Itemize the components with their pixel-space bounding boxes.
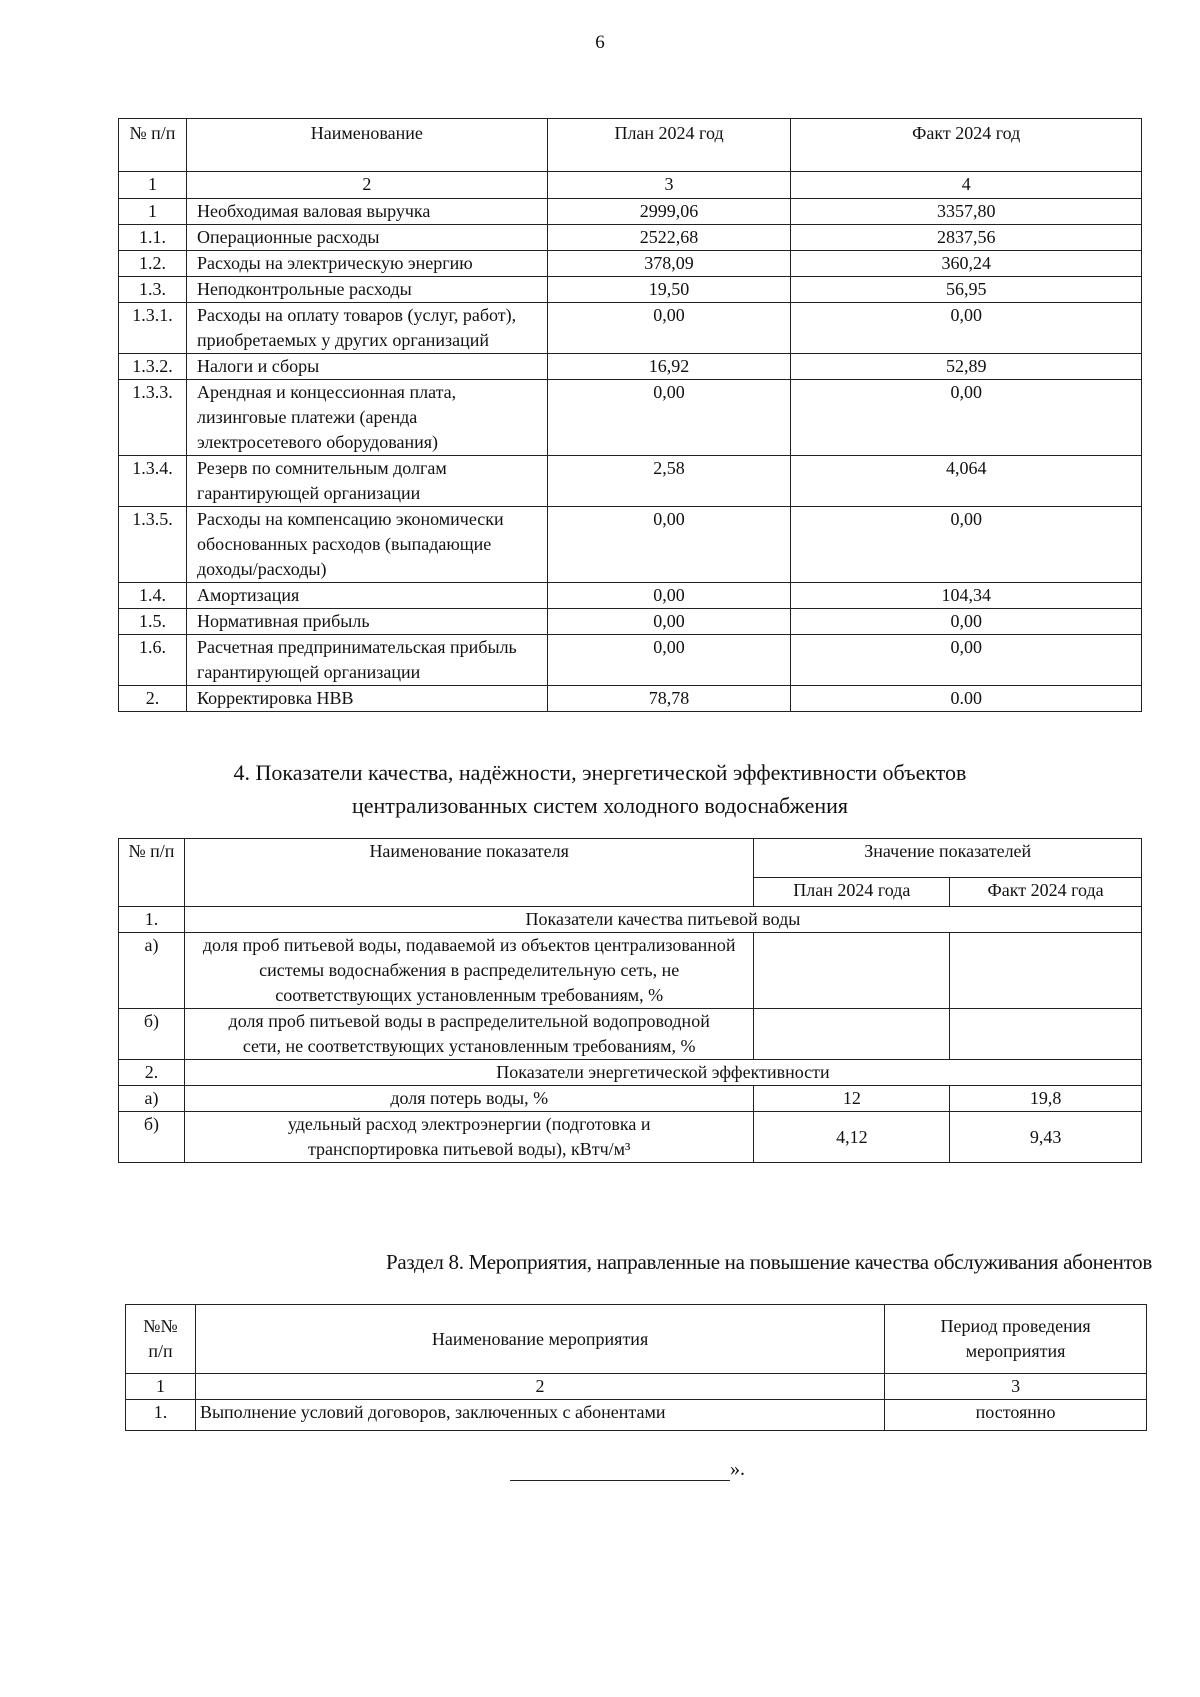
row-num: 1.2. xyxy=(119,251,187,277)
table-row xyxy=(119,1009,1142,1060)
plan-value: 4,12 xyxy=(754,1112,950,1163)
fact-value: 104,34 xyxy=(791,583,1142,609)
header-name: Наименование показателя xyxy=(184,839,754,907)
row-num: а) xyxy=(119,933,185,1009)
table-row xyxy=(119,1086,1142,1112)
item-name: Расходы на компенсацию экономически обоснованных расходов (выпадающие доходы/расходы) xyxy=(186,507,547,583)
plan-value: 0,00 xyxy=(547,507,791,583)
section-8-title: Раздел 8. Мероприятия, направленные на повышение качества обслуживания абонентов xyxy=(385,1250,1152,1274)
item-name: Расчетная предпринимательская прибыль гарантирующей организации xyxy=(186,635,547,686)
table-row xyxy=(119,635,1142,686)
row-num: 1.6. xyxy=(119,635,187,686)
measure-name: Выполнение условий договоров, заключенных с абонентами xyxy=(195,1400,884,1431)
plan-value: 0,00 xyxy=(547,583,791,609)
header-values: Значение показателей xyxy=(754,839,1142,878)
group-title: Показатели качества питьевой воды xyxy=(184,907,1141,933)
plan-value: 0,00 xyxy=(547,609,791,635)
table-row xyxy=(119,609,1142,635)
plan-value xyxy=(754,1009,950,1060)
header-fact: Факт 2024 года xyxy=(950,878,1142,907)
measure-period: постоянно xyxy=(885,1400,1147,1431)
row-num: а) xyxy=(119,1086,185,1112)
row-num: 1.4. xyxy=(119,583,187,609)
fact-value xyxy=(950,933,1142,1009)
table-row xyxy=(119,1112,1142,1163)
plan-value: 0,00 xyxy=(547,635,791,686)
section-4-title-line2: централизованных систем холодного водоснабжения xyxy=(351,793,849,818)
group-row xyxy=(119,907,1142,933)
table-row xyxy=(119,686,1142,712)
table-row xyxy=(119,277,1142,303)
table-row xyxy=(119,303,1142,354)
col-number: 1 xyxy=(119,172,187,199)
row-num: 1.3.2. xyxy=(119,354,187,380)
item-name: Расходы на оплату товаров (услуг, работ), приобретаемых у других организаций xyxy=(186,303,547,354)
table-row xyxy=(119,354,1142,380)
signature-line xyxy=(510,1462,730,1481)
header-name: Наименование xyxy=(186,119,547,172)
col-number: 3 xyxy=(547,172,791,199)
header-num: № п/п xyxy=(119,839,185,907)
measures-table xyxy=(125,1304,1147,1431)
table-row xyxy=(119,251,1142,277)
item-name: Корректировка НВВ xyxy=(186,686,547,712)
fact-value: 52,89 xyxy=(791,354,1142,380)
fact-value: 4,064 xyxy=(791,456,1142,507)
row-num: б) xyxy=(119,1009,185,1060)
fact-value: 0,00 xyxy=(791,635,1142,686)
item-name: Нормативная прибыль xyxy=(186,609,547,635)
indicator-name: удельный расход электроэнергии (подготовка и транспортировка питьевой воды), кВтч/м³ xyxy=(184,1112,754,1163)
table-row xyxy=(119,380,1142,456)
col-number: 2 xyxy=(195,1374,884,1400)
header-num: № п/п xyxy=(119,119,187,172)
table-header-row xyxy=(126,1305,1147,1374)
table-row xyxy=(119,225,1142,251)
indicator-name: доля проб питьевой воды, подаваемой из объектов централизованной системы водоснабжения в распределительную сеть, не соответствующих установленным требованиям, % xyxy=(184,933,754,1009)
group-title: Показатели энергетической эффективности xyxy=(184,1060,1141,1086)
row-num: 1.1. xyxy=(119,225,187,251)
header-num: №№ п/п xyxy=(126,1305,196,1374)
plan-value: 2522,68 xyxy=(547,225,791,251)
row-num: 1.3. xyxy=(119,277,187,303)
row-num: 2. xyxy=(119,686,187,712)
plan-value: 16,92 xyxy=(547,354,791,380)
section-4-title xyxy=(0,756,1200,822)
item-name: Необходимая валовая выручка xyxy=(186,199,547,225)
col-number: 4 xyxy=(791,172,1142,199)
row-num: 1.3.1. xyxy=(119,303,187,354)
item-name: Резерв по сомнительным долгам гарантирующей организации xyxy=(186,456,547,507)
column-number-row xyxy=(126,1374,1147,1400)
item-name: Расходы на электрическую энергию xyxy=(186,251,547,277)
plan-value: 2999,06 xyxy=(547,199,791,225)
financial-table xyxy=(118,118,1142,712)
fact-value: 19,8 xyxy=(950,1086,1142,1112)
row-num: 1.3.3. xyxy=(119,380,187,456)
row-num: 1.3.5. xyxy=(119,507,187,583)
plan-value: 78,78 xyxy=(547,686,791,712)
table-row xyxy=(119,583,1142,609)
header-name: Наименование мероприятия xyxy=(195,1305,884,1374)
plan-value: 0,00 xyxy=(547,303,791,354)
header-period: Период проведения мероприятия xyxy=(885,1305,1147,1374)
row-num: 1. xyxy=(126,1400,196,1431)
financial-table-body xyxy=(119,172,1142,712)
fact-value: 2837,56 xyxy=(791,225,1142,251)
col-number: 2 xyxy=(186,172,547,199)
header-plan: План 2024 год xyxy=(547,119,791,172)
plan-value: 2,58 xyxy=(547,456,791,507)
closing-quote: ». xyxy=(730,1458,745,1480)
plan-value: 0,00 xyxy=(547,380,791,456)
indicator-name: доля потерь воды, % xyxy=(184,1086,754,1112)
closing-signature xyxy=(510,1458,745,1481)
indicators-table xyxy=(118,838,1142,1163)
section-4-title-line1: 4. Показатели качества, надёжности, энергетической эффективности объектов xyxy=(233,760,967,785)
table-header-row xyxy=(119,839,1142,878)
plan-value: 12 xyxy=(754,1086,950,1112)
item-name: Операционные расходы xyxy=(186,225,547,251)
page-number: 6 xyxy=(595,32,605,53)
fact-value: 0,00 xyxy=(791,380,1142,456)
row-num: 1.5. xyxy=(119,609,187,635)
col-number: 3 xyxy=(885,1374,1147,1400)
fact-value: 0,00 xyxy=(791,507,1142,583)
fact-value: 3357,80 xyxy=(791,199,1142,225)
group-num: 2. xyxy=(119,1060,185,1086)
row-num: 1.3.4. xyxy=(119,456,187,507)
fact-value: 0.00 xyxy=(791,686,1142,712)
table-row xyxy=(119,456,1142,507)
item-name: Арендная и концессионная плата, лизинговые платежи (аренда электросетевого оборудования) xyxy=(186,380,547,456)
fact-value: 360,24 xyxy=(791,251,1142,277)
item-name: Амортизация xyxy=(186,583,547,609)
group-row xyxy=(119,1060,1142,1086)
header-fact: Факт 2024 год xyxy=(791,119,1142,172)
fact-value: 0,00 xyxy=(791,609,1142,635)
plan-value xyxy=(754,933,950,1009)
fact-value: 9,43 xyxy=(950,1112,1142,1163)
row-num: 1 xyxy=(119,199,187,225)
table-row xyxy=(119,507,1142,583)
header-plan: План 2024 года xyxy=(754,878,950,907)
column-number-row xyxy=(119,172,1142,199)
table-row xyxy=(126,1400,1147,1431)
table-header-row xyxy=(119,119,1142,172)
plan-value: 378,09 xyxy=(547,251,791,277)
plan-value: 19,50 xyxy=(547,277,791,303)
fact-value: 0,00 xyxy=(791,303,1142,354)
row-num: б) xyxy=(119,1112,185,1163)
group-num: 1. xyxy=(119,907,185,933)
table-row xyxy=(119,933,1142,1009)
item-name: Налоги и сборы xyxy=(186,354,547,380)
fact-value: 56,95 xyxy=(791,277,1142,303)
table-row xyxy=(119,199,1142,225)
item-name: Неподконтрольные расходы xyxy=(186,277,547,303)
indicator-name: доля проб питьевой воды в распределительной водопроводной сети, не соответствующих установленным требованиям, % xyxy=(184,1009,754,1060)
col-number: 1 xyxy=(126,1374,196,1400)
fact-value xyxy=(950,1009,1142,1060)
